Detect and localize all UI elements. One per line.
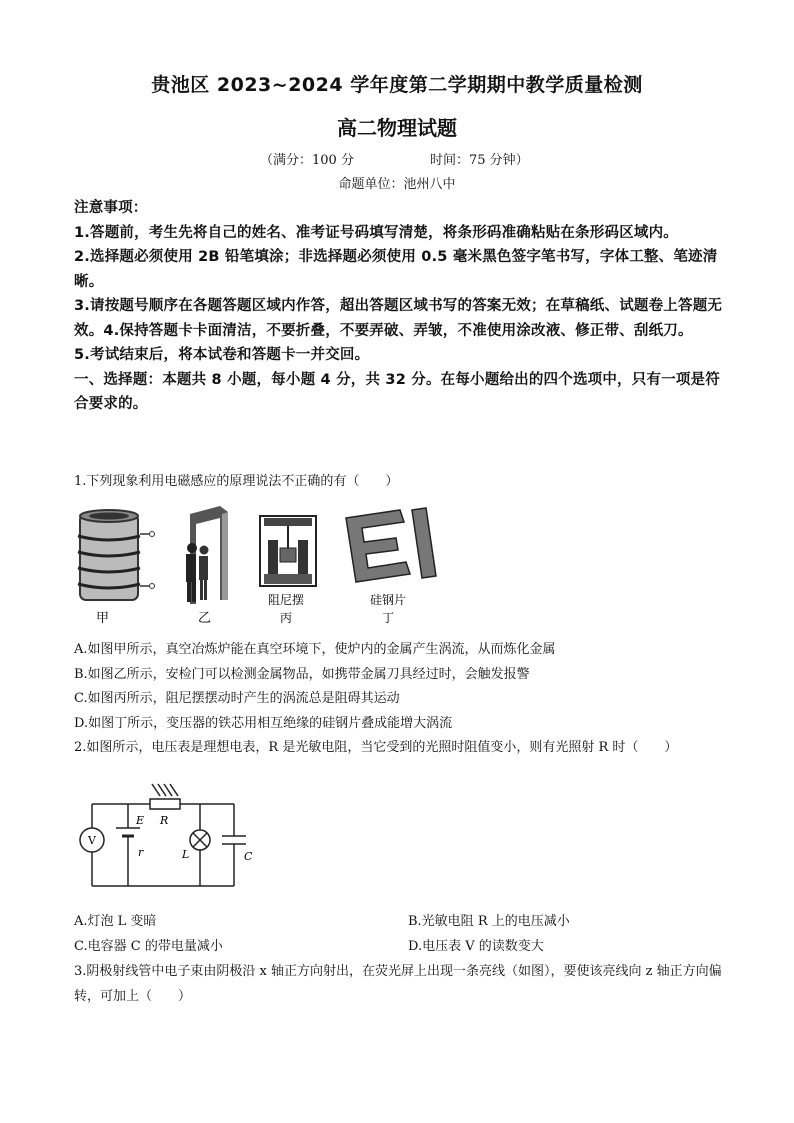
notice-heading: 注意事项： bbox=[74, 200, 148, 216]
exam-subtitle: 高二物理试题 bbox=[337, 116, 457, 140]
notice-item-2: 2.选择题必须使用 2B 铅笔填涂；非选择题必须使用 0.5 毫米黑色签字笔书写，字体工整、笔迹清晰。 bbox=[74, 249, 718, 290]
full-score: （满分：100 分 bbox=[260, 153, 354, 168]
exam-title: 贵池区 2023~2024 学年度第二学期期中教学质量检测 bbox=[151, 74, 643, 96]
q3-stem: 3.阴极射线管中电子束由阴极沿 x 轴正方向射出，在荧光屏上出现一条亮线（如图），要使该亮线向 z 轴正方向偏转，可加上（ ） bbox=[74, 964, 722, 1004]
circuit-label-r: R bbox=[160, 814, 169, 827]
fig-label-ding: 丁 bbox=[382, 611, 395, 625]
fig-label-bing: 丙 bbox=[280, 611, 293, 625]
q2-circuit bbox=[72, 780, 262, 900]
circuit-label-v: V bbox=[88, 834, 96, 847]
notice-item-1: 1.答题前，考生先将自己的姓名、准考证号码填写清楚，将条形码准确粘贴在条形码区域内。 bbox=[74, 224, 678, 241]
q1-stem: 1.下列现象利用电磁感应的原理说法不正确的有（ ） bbox=[74, 474, 399, 489]
q1-option-a: A.如图甲所示，真空冶炼炉能在真空环境下，使炉内的金属产生涡流，从而炼化金属 bbox=[74, 642, 556, 657]
fig-label-pendulum: 阻尼摆 bbox=[268, 593, 305, 607]
q2-stem: 2.如图所示，电压表是理想电表，R 是光敏电阻，当它受到的光照时阻值变小，则有光照射 R 时（ ） bbox=[74, 740, 678, 755]
q2-option-a: A.灯泡 L 变暗 bbox=[74, 914, 157, 929]
furnace-image bbox=[78, 510, 155, 600]
q1-options bbox=[74, 638, 724, 761]
setter-unit: 命题单位：池州八中 bbox=[338, 177, 456, 192]
q2-option-c: C.电容器 C 的带电量减小 bbox=[74, 939, 223, 954]
q2-option-d: D.电压表 V 的读数变大 bbox=[408, 939, 544, 954]
q1-figure bbox=[70, 500, 440, 630]
section-1-heading: 一、选择题：本题共 8 小题，每小题 4 分，共 32 分。在每小题给出的四个选项中，只有一项是符合要求的。 bbox=[74, 371, 720, 412]
notice-item-3: 3.请按题号顺序在各题答题区域内作答，超出答题区域书写的答案无效；在草稿纸、试题卷上答题无效。4.保持答题卡卡面清洁，不要折叠，不要弄破、弄皱，不准使用涂改液、修正带、刮纸刀。 bbox=[74, 298, 723, 339]
q1-option-b: B.如图乙所示，安检门可以检测金属物品，如携带金属刀具经过时，会触发报警 bbox=[74, 666, 530, 682]
fig-label-steel: 硅钢片 bbox=[370, 593, 407, 607]
fig-label-jia: 甲 bbox=[96, 611, 110, 626]
security-gate-image bbox=[186, 506, 228, 604]
exam-time: 时间：75 分钟） bbox=[430, 153, 529, 168]
notice-item-5: 5.考试结束后，将本试卷和答题卡一并交回。 bbox=[74, 347, 370, 363]
circuit-label-c: C bbox=[244, 850, 253, 863]
notice-section bbox=[74, 196, 724, 417]
circuit-label-r-small: r bbox=[138, 846, 144, 859]
q2-option-b: B.光敏电阻 R 上的电压减小 bbox=[408, 914, 570, 929]
circuit-label-l: L bbox=[182, 848, 190, 861]
circuit-label-e: E bbox=[136, 814, 145, 827]
silicon-steel-image bbox=[346, 508, 436, 582]
q1-option-c: C.如图丙所示，阻尼摆摆动时产生的涡流总是阻碍其运动 bbox=[74, 691, 400, 706]
damping-pendulum-image bbox=[260, 516, 316, 586]
q1-option-d: D.如图丁所示，变压器的铁芯用相互绝缘的硅钢片叠成能增大涡流 bbox=[74, 715, 453, 731]
fig-label-yi: 乙 bbox=[198, 611, 212, 626]
